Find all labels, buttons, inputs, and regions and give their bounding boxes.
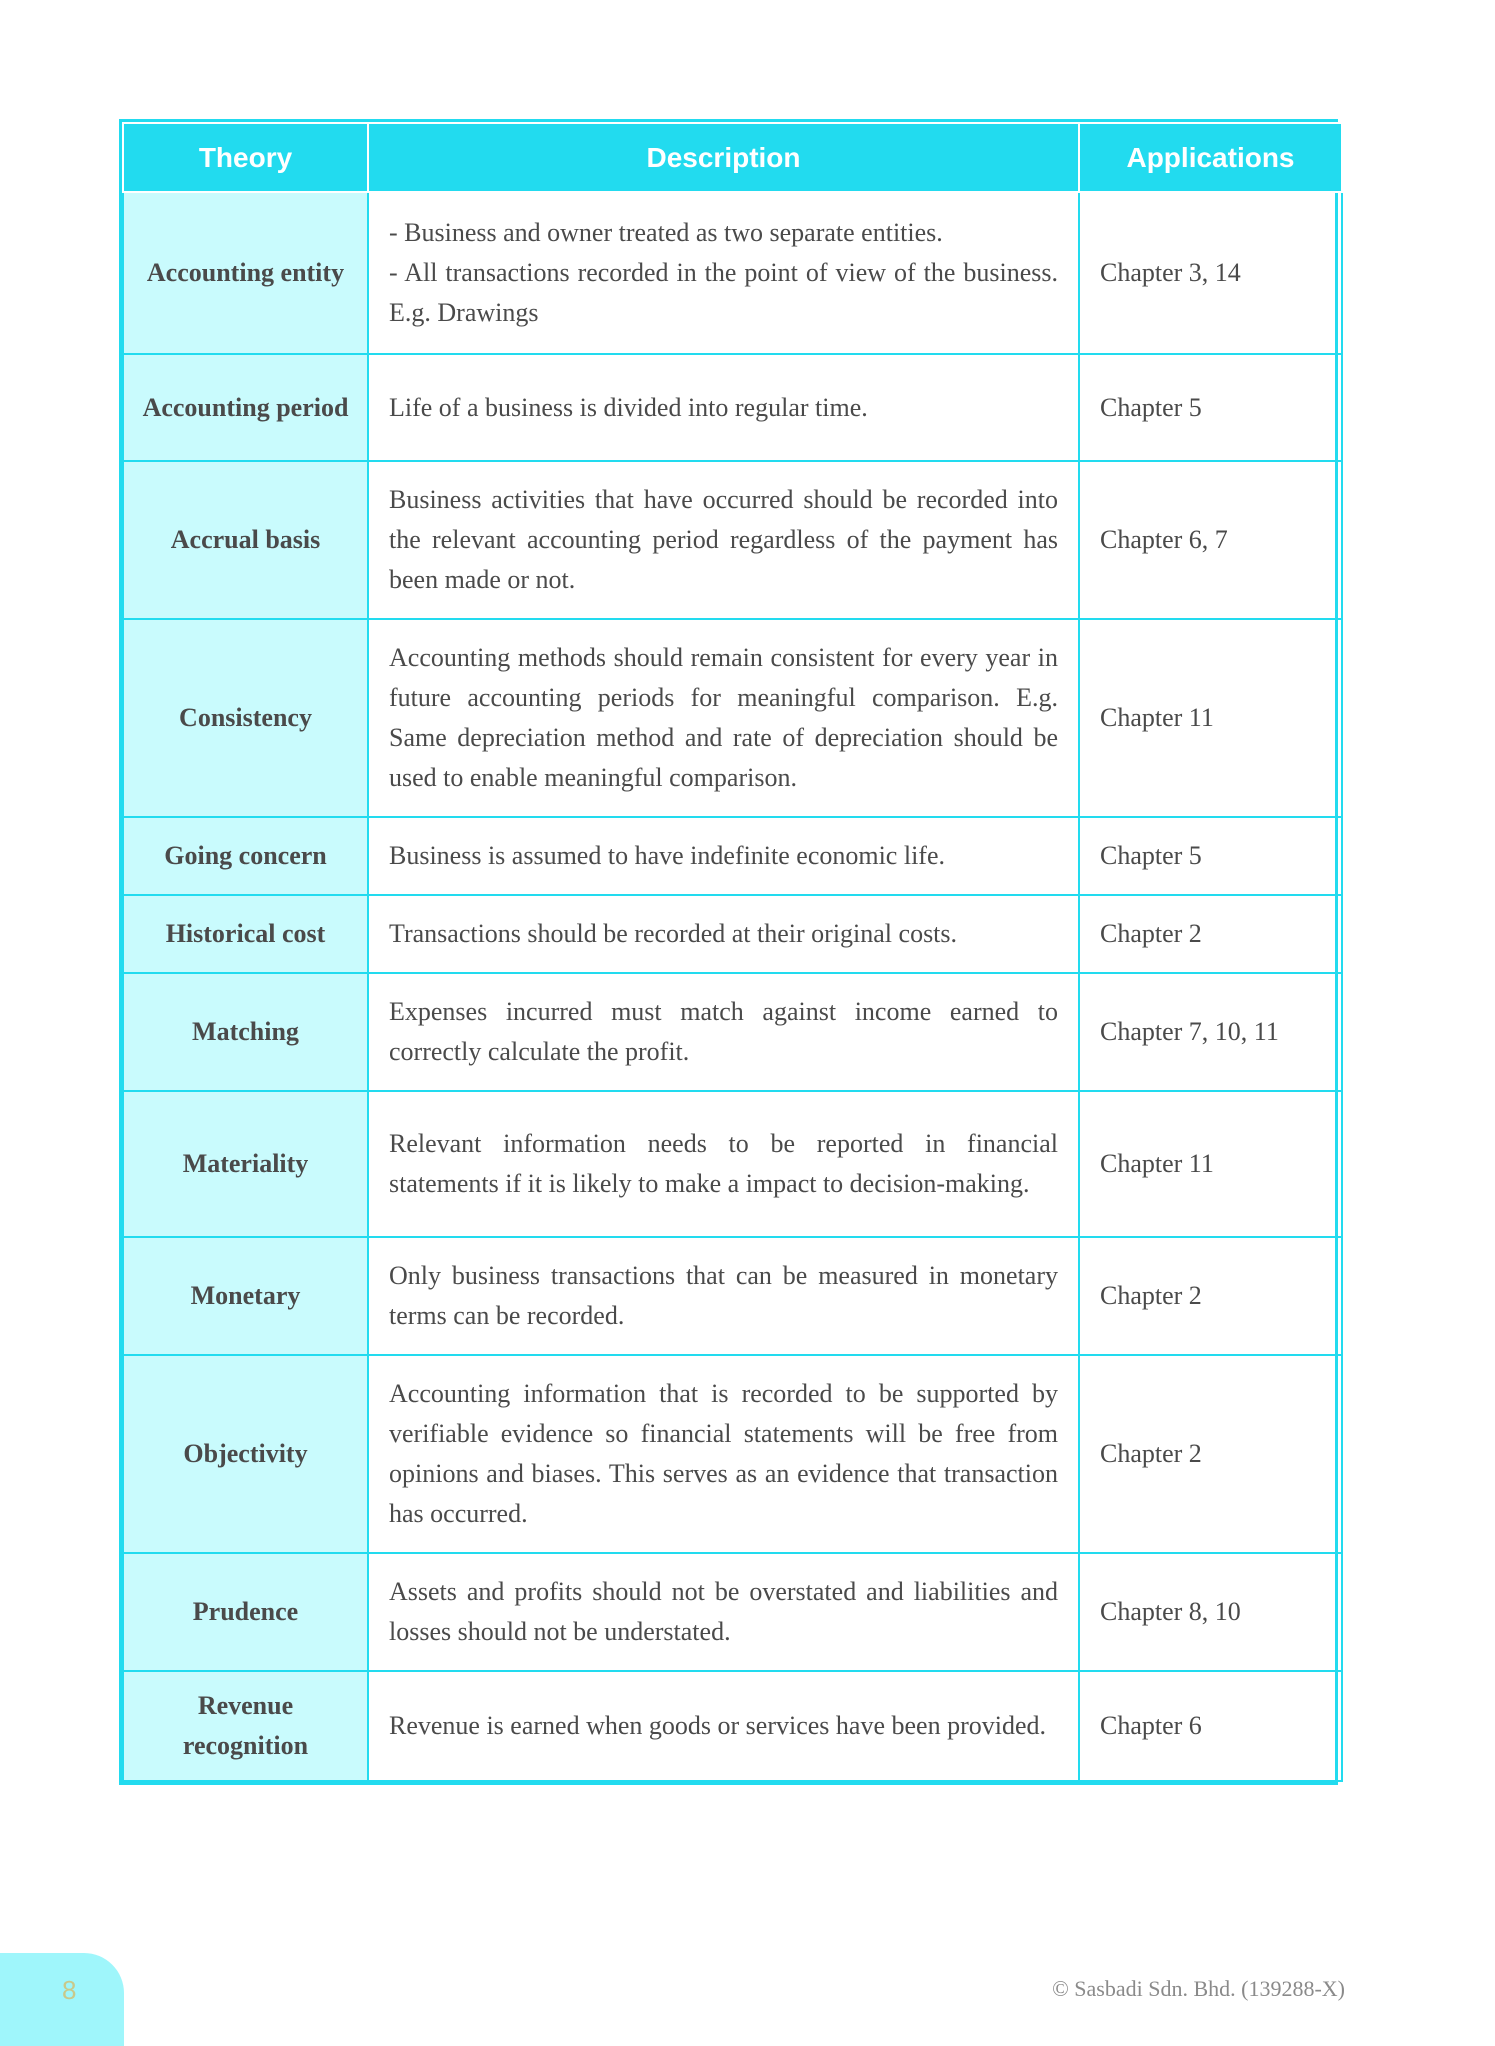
theory-cell: Accrual basis [123, 461, 368, 619]
application-cell: Chapter 7, 10, 11 [1079, 973, 1342, 1091]
application-cell: Chapter 2 [1079, 1237, 1342, 1355]
description-cell: Relevant information needs to be reported in financial statements if it is likely to make a impact to decision-making. [368, 1091, 1079, 1237]
application-cell: Chapter 5 [1079, 817, 1342, 895]
theory-cell: Matching [123, 973, 368, 1091]
application-cell: Chapter 6 [1079, 1671, 1342, 1781]
table-row [123, 1553, 1342, 1671]
table-row [123, 817, 1342, 895]
description-cell: Business activities that have occurred should be recorded into the relevant accounting period regardless of the payment has been made or not. [368, 461, 1079, 619]
theory-cell: Objectivity [123, 1355, 368, 1553]
description-column-header: Description [368, 123, 1079, 192]
page-number: 8 [62, 1975, 77, 2005]
table-row [123, 1355, 1342, 1553]
application-cell: Chapter 11 [1079, 619, 1342, 817]
table-row [123, 895, 1342, 973]
theory-cell: Going concern [123, 817, 368, 895]
description-cell: Accounting information that is recorded to be supported by verifiable evidence so financial statements will be free from opinions and biases. This serves as an evidence that transaction has occurred. [368, 1355, 1079, 1553]
table-row [123, 1237, 1342, 1355]
theories-table-container [119, 119, 1338, 1785]
theory-cell: Consistency [123, 619, 368, 817]
theory-cell: Accounting entity [123, 192, 368, 354]
description-cell: Life of a business is divided into regular time. [368, 354, 1079, 461]
description-cell: Only business transactions that can be measured in monetary terms can be recorded. [368, 1237, 1079, 1355]
applications-column-header: Applications [1079, 123, 1342, 192]
description-cell [368, 192, 1079, 354]
description-line: - Business and owner treated as two separate entities. [389, 218, 943, 247]
application-cell: Chapter 6, 7 [1079, 461, 1342, 619]
application-cell: Chapter 2 [1079, 895, 1342, 973]
theory-cell: Materiality [123, 1091, 368, 1237]
table-row [123, 354, 1342, 461]
description-cell: Transactions should be recorded at their original costs. [368, 895, 1079, 973]
theory-column-header: Theory [123, 123, 368, 192]
theories-table [122, 122, 1343, 1782]
theory-cell: Prudence [123, 1553, 368, 1671]
theory-cell: Historical cost [123, 895, 368, 973]
table-row [123, 619, 1342, 817]
description-line: - All transactions recorded in the point of view of the business. E.g. Drawings [389, 258, 1058, 327]
description-cell: Accounting methods should remain consistent for every year in future accounting periods for meaningful comparison. E.g. Same depreciation method and rate of depreciation should be used to enable meaningful comparison. [368, 619, 1079, 817]
copyright-footer: © Sasbadi Sdn. Bhd. (139288-X) [1052, 1976, 1345, 2001]
theory-cell: Revenue recognition [123, 1671, 368, 1781]
table-row [123, 192, 1342, 354]
description-cell: Revenue is earned when goods or services have been provided. [368, 1671, 1079, 1781]
application-cell: Chapter 5 [1079, 354, 1342, 461]
application-cell: Chapter 3, 14 [1079, 192, 1342, 354]
theory-cell: Accounting period [123, 354, 368, 461]
description-cell: Assets and profits should not be overstated and liabilities and losses should not be understated. [368, 1553, 1079, 1671]
description-cell: Expenses incurred must match against income earned to correctly calculate the profit. [368, 973, 1079, 1091]
table-row [123, 1671, 1342, 1781]
theory-cell: Monetary [123, 1237, 368, 1355]
table-row [123, 461, 1342, 619]
table-header-row [123, 123, 1342, 192]
application-cell: Chapter 8, 10 [1079, 1553, 1342, 1671]
application-cell: Chapter 11 [1079, 1091, 1342, 1237]
description-cell: Business is assumed to have indefinite economic life. [368, 817, 1079, 895]
application-cell: Chapter 2 [1079, 1355, 1342, 1553]
table-row [123, 1091, 1342, 1237]
table-row [123, 973, 1342, 1091]
